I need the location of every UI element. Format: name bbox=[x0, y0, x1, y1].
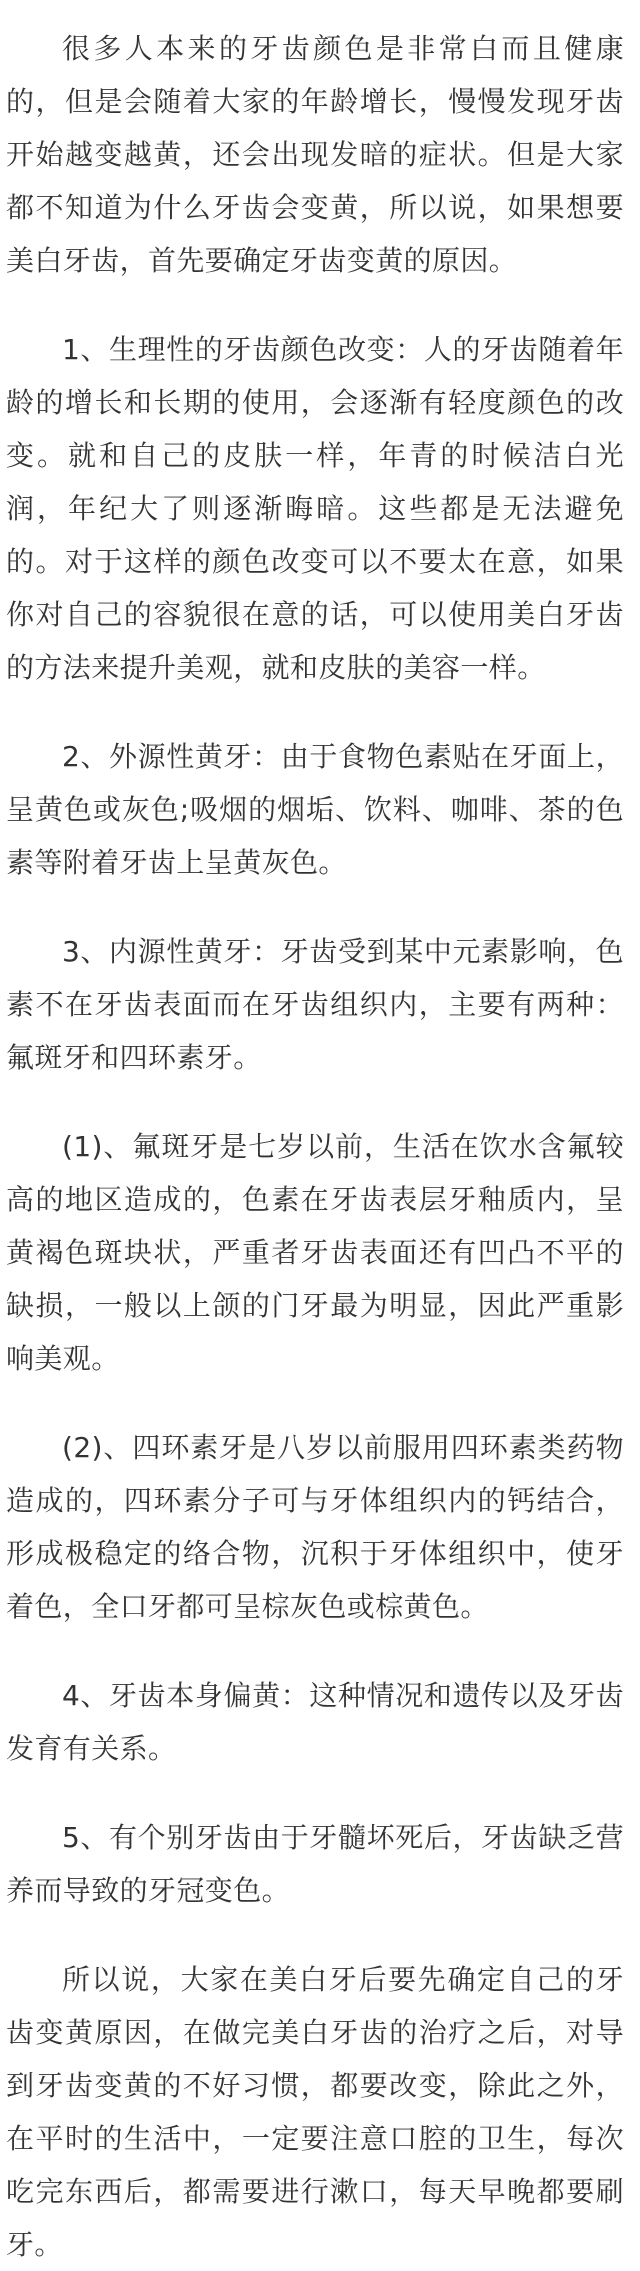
paragraph-intrinsic-yellowing: 3、内源性黄牙：牙齿受到某中元素影响，色素不在牙齿表面而在牙齿组织内，主要有两种：氟斑牙和四环素牙。 bbox=[6, 935, 624, 1074]
paragraph-extrinsic-yellowing: 2、外源性黄牙：由于食物色素贴在牙面上，呈黄色或灰色;吸烟的烟垢、饮料、咖啡、茶的色素等附着牙齿上呈黄灰色。 bbox=[6, 740, 624, 879]
paragraph-fluorosis: (1)、氟斑牙是七岁以前，生活在饮水含氟较高的地区造成的，色素在牙齿表层牙釉质内，呈黄褐色斑块状，严重者牙齿表面还有凹凸不平的缺损，一般以上颌的门牙最为明显，因此严重影响美观。 bbox=[6, 1130, 624, 1375]
paragraph-intro: 很多人本来的牙齿颜色是非常白而且健康的，但是会随着大家的年龄增长，慢慢发现牙齿开始越变越黄，还会出现发暗的症状。但是大家都不知道为什么牙齿会变黄，所以说，如果想要美白牙齿，首先要确定牙齿变黄的原因。 bbox=[6, 32, 624, 277]
paragraph-pulp-necrosis: 5、有个别牙齿由于牙髓坏死后，牙齿缺乏营养而导致的牙冠变色。 bbox=[6, 1821, 624, 1907]
paragraph-natural-yellow: 4、牙齿本身偏黄：这种情况和遗传以及牙齿发育有关系。 bbox=[6, 1679, 624, 1765]
paragraph-conclusion: 所以说，大家在美白牙后要先确定自己的牙齿变黄原因，在做完美白牙齿的治疗之后，对导到牙齿变黄的不好习惯，都要改变，除此之外，在平时的生活中，一定要注意口腔的卫生，每次吃完东西后，都需要进行漱口，每天早晚都要刷牙。 bbox=[6, 1963, 624, 2261]
paragraph-physiological-discoloration: 1、生理性的牙齿颜色改变：人的牙齿随着年龄的增长和长期的使用，会逐渐有轻度颜色的改变。就和自己的皮肤一样，年青的时候洁白光润，年纪大了则逐渐晦暗。这些都是无法避免的。对于这样的颜色改变可以不要太在意，如果你对自己的容貌很在意的话，可以使用美白牙齿的方法来提升美观，就和皮肤的美容一样。 bbox=[6, 333, 624, 684]
paragraph-tetracycline-teeth: (2)、四环素牙是八岁以前服用四环素类药物造成的，四环素分子可与牙体组织内的钙结合，形成极稳定的络合物，沉积于牙体组织中，使牙着色，全口牙都可呈棕灰色或棕黄色。 bbox=[6, 1431, 624, 1623]
